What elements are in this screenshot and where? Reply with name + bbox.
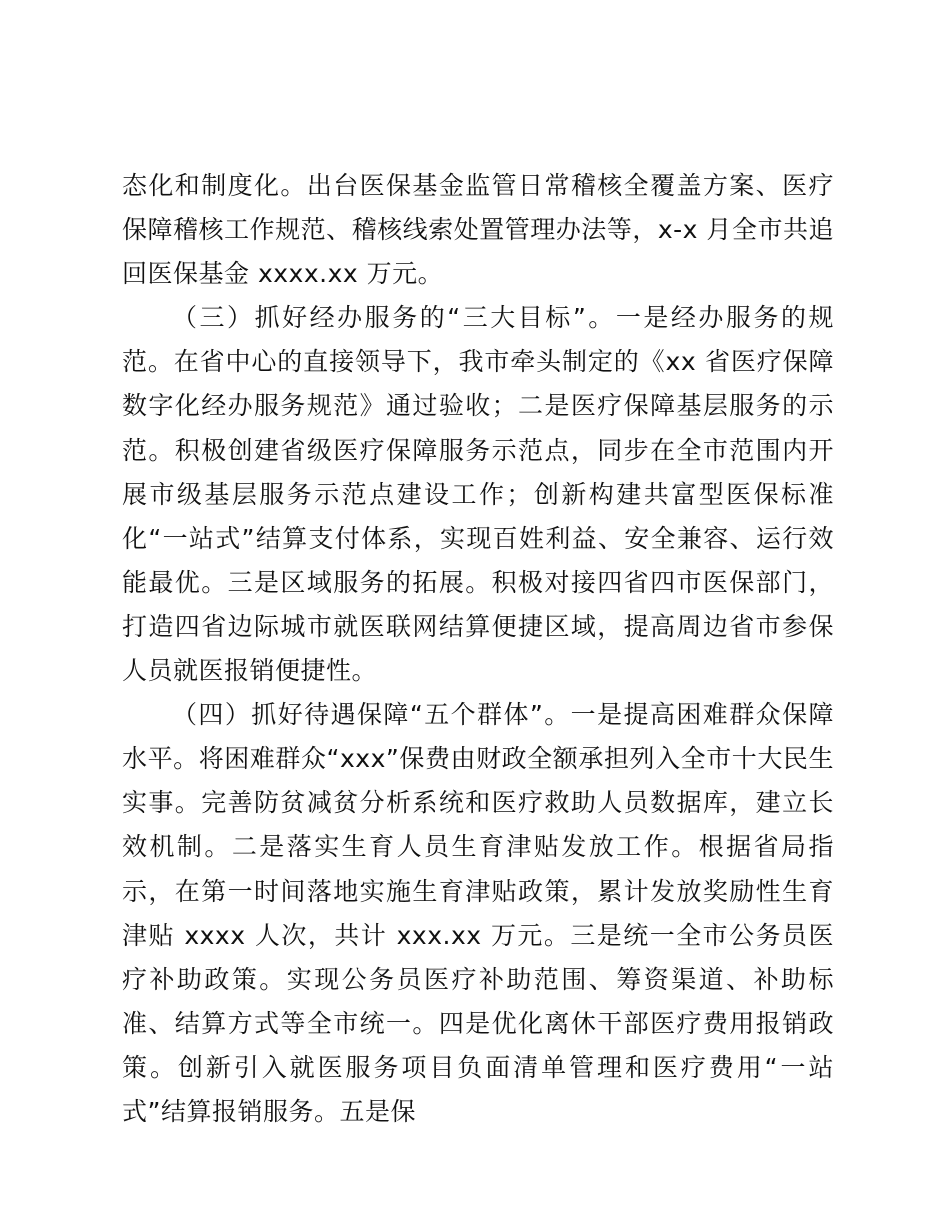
body-text <box>122 164 834 1134</box>
paragraph-section-four: （四）抓好待遇保障“五个群体”。一是提高困难群众保障水平。将困难群众“xxx”保费由财政全额承担列入全市十大民生实事。完善防贫减贫分析系统和医疗救助人员数据库，建立长效机制。二是落实生育人员生育津贴发放工作。根据省局指示，在第一时间落地实施生育津贴政策，累计发放奖励性生育津贴 xxxx 人次，共计 xxx.xx 万元。三是统一全市公务员医疗补助政策。实现公务员医疗补助范围、筹资渠道、补助标准、结算方式等全市统一。四是优化离休干部医疗费用报销政策。创新引入就医服务项目负面清单管理和医疗费用“一站式”结算报销服务。五是保 <box>122 700 834 1126</box>
paragraph-continued: 态化和制度化。出台医保基金监管日常稽核全覆盖方案、医疗保障稽核工作规范、稽核线索处置管理办法等，x-x 月全市共追回医保基金 xxxx.xx 万元。 <box>122 171 834 289</box>
paragraph-section-three: （三）抓好经办服务的“三大目标”。一是经办服务的规范。在省中心的直接领导下，我市牵头制定的《xx 省医疗保障数字化经办服务规范》通过验收；二是医疗保障基层服务的示范。积极创建省级医疗保障服务示范点，同步在全市范围内开展市级基层服务示范点建设工作；创新构建共富型医保标准化“一站式”结算支付体系，实现百姓利益、安全兼容、运行效能最优。三是区域服务的拓展。积极对接四省四市医保部门，打造四省边际城市就医联网结算便捷区域，提高周边省市参保人员就医报销便捷性。 <box>122 303 834 686</box>
